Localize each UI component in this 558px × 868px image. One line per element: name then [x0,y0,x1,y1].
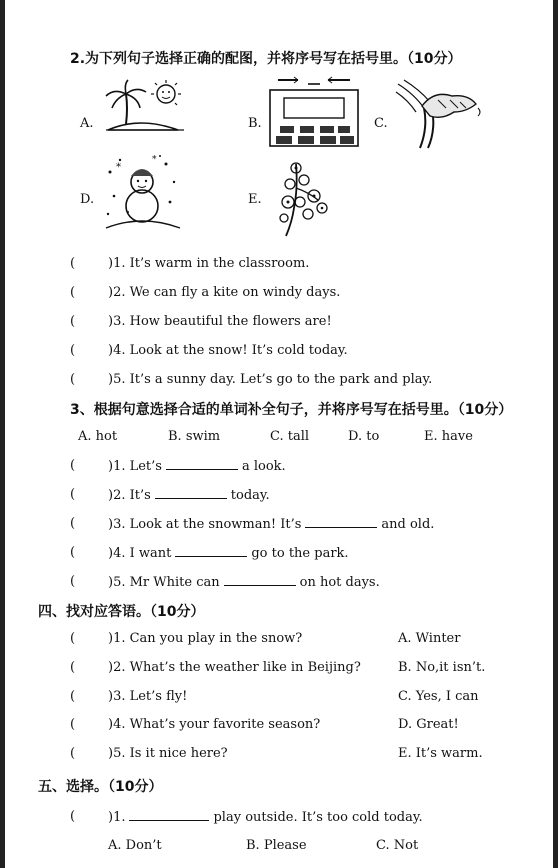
sentence-text: )3. How beautiful the flowers are! [108,314,332,329]
answer-paren[interactable]: ( [70,631,76,646]
answer-paren[interactable]: ( [70,487,76,502]
answer-paren[interactable]: ( [70,660,76,675]
flower-branch-icon [268,158,336,238]
sentence-start: )2. It’s [108,488,151,503]
option-a: A. hot [78,429,118,444]
option-b: B. swim [168,429,221,444]
option-c: C. tall [270,429,310,444]
answer-option: C. Yes, I can [398,689,479,704]
right-page-edge [553,0,558,868]
section2-title: 2.为下列句子选择正确的配图，并将序号写在括号里。（10分） [70,51,462,67]
sentence-text: )5. It’s a sunny day. Let’s go to the park and play. [108,372,433,387]
fill-blank[interactable] [305,516,377,528]
sentence-end: play outside. It’s too cold today. [213,810,423,825]
picture-e-label: E. [248,192,262,207]
choice-b: B. Please [246,838,307,853]
sentence-text: )4. Look at the snow! It’s cold today. [108,343,348,358]
sentence-end: a look. [241,459,286,474]
answer-paren[interactable]: ( [70,516,76,531]
answer-paren[interactable]: ( [70,314,76,329]
island-sun-icon [100,78,190,138]
answer-paren[interactable]: ( [70,256,76,271]
answer-paren[interactable]: ( [70,372,76,387]
sentence-start: )1. Let’s [108,459,162,474]
answer-option: A. Winter [398,631,461,646]
answer-option: D. Great! [398,717,459,732]
answer-paren[interactable]: ( [70,545,76,560]
answer-paren[interactable]: ( [70,689,76,704]
fill-blank[interactable] [175,545,247,557]
choice-c: C. Not [376,838,419,853]
classroom-icon [268,76,360,148]
left-page-edge [0,0,5,868]
section4-title: 四、找对应答语。（10分） [38,604,205,620]
svg-text:*: * [116,162,121,173]
answer-paren[interactable]: ( [70,285,76,300]
answer-paren[interactable]: ( [70,809,76,824]
sentence-end: and old. [381,517,435,532]
sentence-text: )1. It’s warm in the classroom. [108,256,310,271]
sentence-text: )2. We can fly a kite on windy days. [108,285,341,300]
sentence-start: )1. [108,810,126,825]
answer-paren[interactable]: ( [70,746,76,761]
fill-blank[interactable] [166,458,238,470]
svg-text:*: * [152,155,157,165]
question-text: )4. What’s your favorite season? [108,717,321,732]
snowman-icon [100,152,184,236]
sentence-start: )4. I want [108,546,172,561]
option-d: D. to [348,429,380,444]
sentence-end: go to the park. [251,546,349,561]
answer-paren[interactable]: ( [70,574,76,589]
answer-option: B. No,it isn’t. [398,660,486,675]
picture-c-label: C. [374,116,388,131]
sentence-start: )5. Mr White can [108,575,220,590]
section3-title: 3、根据句意选择合适的单词补全句子，并将序号写在括号里。（10分） [70,402,513,418]
answer-paren[interactable]: ( [70,458,76,473]
section5-title: 五、选择。（10分） [38,779,163,795]
question-text: )2. What’s the weather like in Beijing? [108,660,361,675]
sentence-end: on hot days. [299,575,380,590]
choice-a: A. Don’t [108,838,162,853]
picture-d-label: D. [80,192,95,207]
question-text: )3. Let’s fly! [108,689,188,704]
picture-a-label: A. [80,116,94,131]
picture-b-label: B. [248,116,262,131]
answer-paren[interactable]: ( [70,717,76,732]
answer-paren[interactable]: ( [70,343,76,358]
option-e: E. have [424,429,473,444]
answer-option: E. It’s warm. [398,746,483,761]
sentence-end: today. [230,488,270,503]
windy-tree-icon [394,78,486,150]
question-text: )1. Can you play in the snow? [108,631,303,646]
fill-blank[interactable] [224,574,296,586]
question-text: )5. Is it nice here? [108,746,228,761]
sentence-start: )3. Look at the snowman! It’s [108,517,302,532]
fill-blank[interactable] [129,809,209,821]
fill-blank[interactable] [155,487,227,499]
